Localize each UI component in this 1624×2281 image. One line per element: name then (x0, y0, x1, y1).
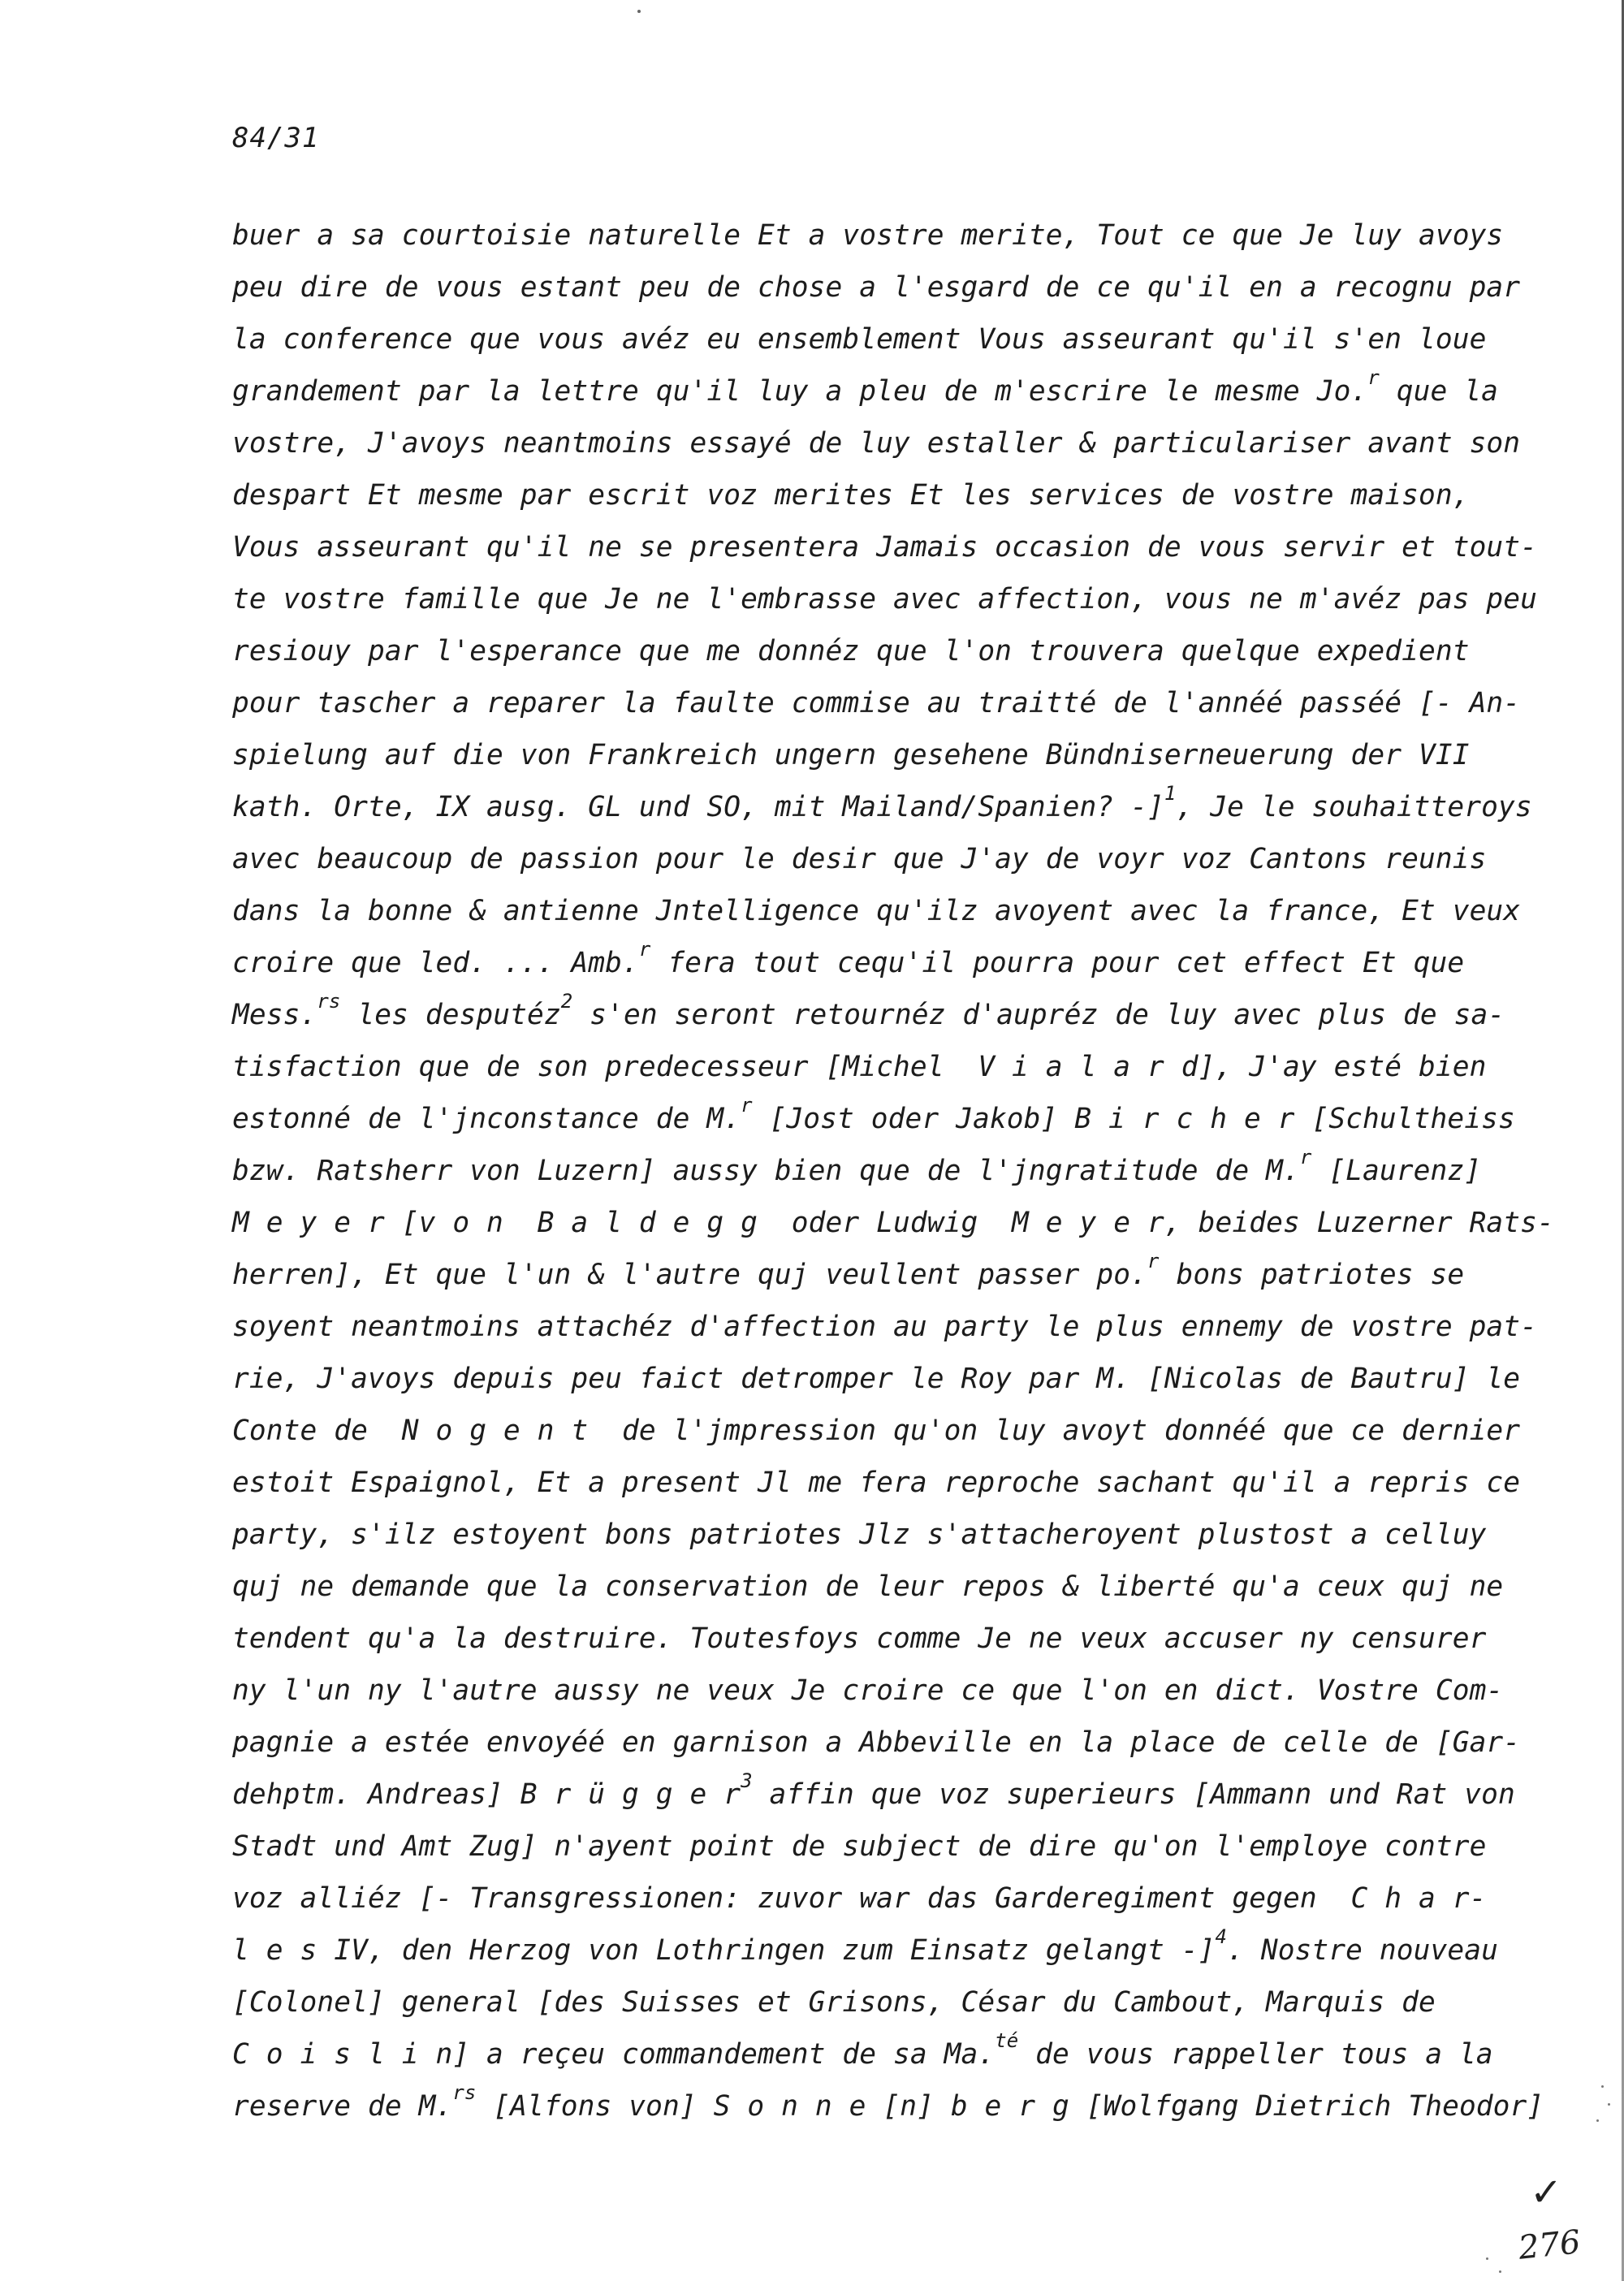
line-segment: despart Et mesme par escrit voz merites Et les services de vostre maison, (232, 479, 1470, 512)
superscript: 1 (1164, 782, 1177, 805)
text-line (232, 1769, 1540, 1821)
text-line (232, 2028, 1540, 2080)
line-segment: estoit Espaignol, Et a present Jl me fera reproche sachant qu'il a repris ce (232, 1467, 1521, 1499)
line-segment: [Alfons von] S o n n e [n] b e r g [Wolfgang Dietrich Theodor] (476, 2090, 1544, 2123)
line-segment: buer a sa courtoisie naturelle Et a vostre merite, Tout ce que Je luy avoys (232, 219, 1504, 252)
line-segment: dehptm. Andreas] B r ü g g e r (232, 1778, 741, 1811)
line-segment: spielung auf die von Frankreich ungern gesehene Bündniserneuerung der VII (232, 739, 1470, 771)
line-segment: ny l'un ny l'autre aussy ne veux Je croire ce que l'on en dict. Vostre Com- (232, 1674, 1504, 1707)
text-line (232, 313, 1540, 365)
line-segment: peu dire de vous estant peu de chose a l'esgard de ce qu'il en a recognu par (232, 271, 1521, 304)
line-segment: s'en seront retournéz d'aupréz de luy avec plus de sa- (572, 999, 1505, 1031)
text-line (232, 1093, 1540, 1145)
text-line (232, 833, 1540, 885)
text-line (232, 1821, 1540, 1873)
text-line (232, 885, 1540, 937)
text-line (232, 1561, 1540, 1613)
text-line (232, 1665, 1540, 1717)
line-segment: tisfaction que de son predecesseur [Michel V i a l a r d], J'ay esté bien (232, 1051, 1487, 1083)
text-line (232, 1301, 1540, 1353)
text-line (232, 2080, 1544, 2132)
check-mark: ✓ (1530, 2170, 1563, 2215)
superscript: 2 (560, 990, 573, 1013)
scan-speck (1499, 2270, 1501, 2273)
line-segment: vostre, J'avoys neantmoins essayé de luy estaller & particulariser avant son (232, 427, 1521, 460)
text-line (232, 417, 1540, 469)
line-segment: l e s IV, den Herzog von Lothringen zum Einsatz gelangt -] (232, 1934, 1216, 1967)
line-segment: de vous rappeller tous a la (1018, 2038, 1493, 2071)
line-segment: Stadt und Amt Zug] n'ayent point de subject de dire qu'on l'employe contre (232, 1830, 1487, 1863)
text-line (232, 1041, 1540, 1093)
line-segment: [Colonel] general [des Suisses et Grisons, César du Cambout, Marquis de (232, 1986, 1436, 2019)
text-line (232, 261, 1540, 313)
line-segment: . Nostre nouveau (1227, 1934, 1499, 1967)
line-segment: herren], Et que l'un & l'autre quj veullent passer po. (232, 1259, 1148, 1291)
text-line (232, 729, 1540, 781)
line-segment: Mess. (232, 999, 317, 1031)
archive-number: 276 (1516, 2223, 1583, 2267)
superscript: 4 (1215, 1925, 1228, 1948)
superscript: 3 (741, 1769, 753, 1792)
line-segment: estonné de l'jnconstance de M. (232, 1103, 741, 1135)
line-segment: , Je le souhaitteroys (1176, 791, 1532, 823)
line-segment: avec beaucoup de passion pour le desir que J'ay de voyr voz Cantons reunis (232, 843, 1487, 875)
line-segment: [Jost oder Jakob] B i r c h e r [Schultheiss (752, 1103, 1515, 1135)
text-line (232, 1873, 1540, 1925)
line-segment: la conference que vous avéz eu ensemblement Vous asseurant qu'il s'en loue (232, 323, 1487, 356)
scan-speck (1608, 2103, 1610, 2106)
body-text (232, 210, 1554, 2132)
text-line (232, 1353, 1540, 1405)
line-segment: M e y e r [v o n B a l d e g g oder Ludwig M e y e r, beides Luzerner Rats- (232, 1207, 1554, 1239)
scan-speck (1601, 2085, 1604, 2088)
line-segment: kath. Orte, IX ausg. GL und SO, mit Mailand/Spanien? -] (232, 791, 1164, 823)
superscript: té (995, 2029, 1019, 2052)
text-line (232, 989, 1540, 1041)
scan-speck (637, 10, 641, 13)
line-segment: croire que led. ... Amb. (232, 947, 639, 979)
superscript: rs (452, 2081, 477, 2104)
line-segment: pour tascher a reparer la faulte commise au traitté de l'annéé passéé [- An- (232, 687, 1521, 719)
line-segment: C o i s l i n] a reçeu commandement de sa Ma. (232, 2038, 996, 2071)
line-segment: [Laurenz] (1311, 1155, 1482, 1187)
line-segment: Vous asseurant qu'il ne se presentera Jamais occasion de vous servir et tout- (232, 531, 1538, 564)
superscript: r (1299, 1146, 1312, 1169)
text-line (232, 677, 1540, 729)
line-segment: tendent qu'a la destruire. Toutesfoys comme Je ne veux accuser ny censurer (232, 1622, 1487, 1655)
scan-speck (1596, 2119, 1599, 2122)
line-segment: soyent neantmoins attachéz d'affection au party le plus ennemy de vostre pat- (232, 1311, 1538, 1343)
superscript: r (741, 1094, 753, 1117)
superscript: rs (317, 990, 341, 1013)
text-line (232, 1405, 1540, 1457)
page-number: 84/31 (232, 122, 320, 154)
line-segment: voz alliéz [- Transgressionen: zuvor war das Garderegiment gegen C h a r- (232, 1882, 1487, 1915)
line-segment: reserve de M. (232, 2090, 453, 2123)
line-segment: affin que voz superieurs [Ammann und Rat von (752, 1778, 1515, 1811)
line-segment: rie, J'avoys depuis peu faict detromper le Roy par M. [Nicolas de Bautru] le (232, 1363, 1521, 1395)
text-line (232, 781, 1540, 833)
superscript: r (638, 938, 651, 961)
line-segment: quj ne demande que la conservation de leur repos & liberté qu'a ceux quj ne (232, 1570, 1504, 1603)
scan-speck (1486, 2257, 1488, 2260)
line-segment: fera tout cequ'il pourra pour cet effect Et que (650, 947, 1465, 979)
text-line (232, 1509, 1540, 1561)
text-line (232, 1197, 1554, 1249)
text-line (232, 625, 1540, 677)
text-line (232, 1145, 1540, 1197)
line-segment: te vostre famille que Je ne l'embrasse avec affection, vous ne m'avéz pas peu (232, 583, 1538, 616)
text-line (232, 1249, 1540, 1301)
text-line (232, 469, 1540, 521)
line-segment: grandement par la lettre qu'il luy a pleu de m'escrire le mesme Jo. (232, 375, 1368, 408)
text-line (232, 210, 1540, 261)
text-line (232, 1976, 1540, 2028)
text-line (232, 521, 1540, 573)
superscript: r (1367, 366, 1380, 389)
line-segment: bons patriotes se (1159, 1259, 1465, 1291)
text-line (232, 1925, 1540, 1976)
line-segment: bzw. Ratsherr von Luzern] aussy bien que de l'jngratitude de M. (232, 1155, 1300, 1187)
text-line (232, 1613, 1540, 1665)
line-segment: dans la bonne & antienne Jntelligence qu'ilz avoyent avec la france, Et veux (232, 895, 1521, 927)
line-segment: resiouy par l'esperance que me donnéz que l'on trouvera quelque expedient (232, 635, 1470, 667)
text-line (232, 1457, 1540, 1509)
line-segment: Conte de N o g e n t de l'jmpression qu'on luy avoyt donnéé que ce dernier (232, 1415, 1521, 1447)
text-line (232, 937, 1540, 989)
line-segment: les desputéz (340, 999, 561, 1031)
superscript: r (1147, 1250, 1160, 1272)
text-line (232, 365, 1540, 417)
line-segment: party, s'ilz estoyent bons patriotes Jlz s'attacheroyent plustost a celluy (232, 1519, 1487, 1551)
line-segment: pagnie a estée envoyéé en garnison a Abbeville en la place de celle de [Gar- (232, 1726, 1521, 1759)
line-segment: que la (1379, 375, 1499, 408)
text-line (232, 573, 1540, 625)
text-line (232, 1717, 1540, 1769)
